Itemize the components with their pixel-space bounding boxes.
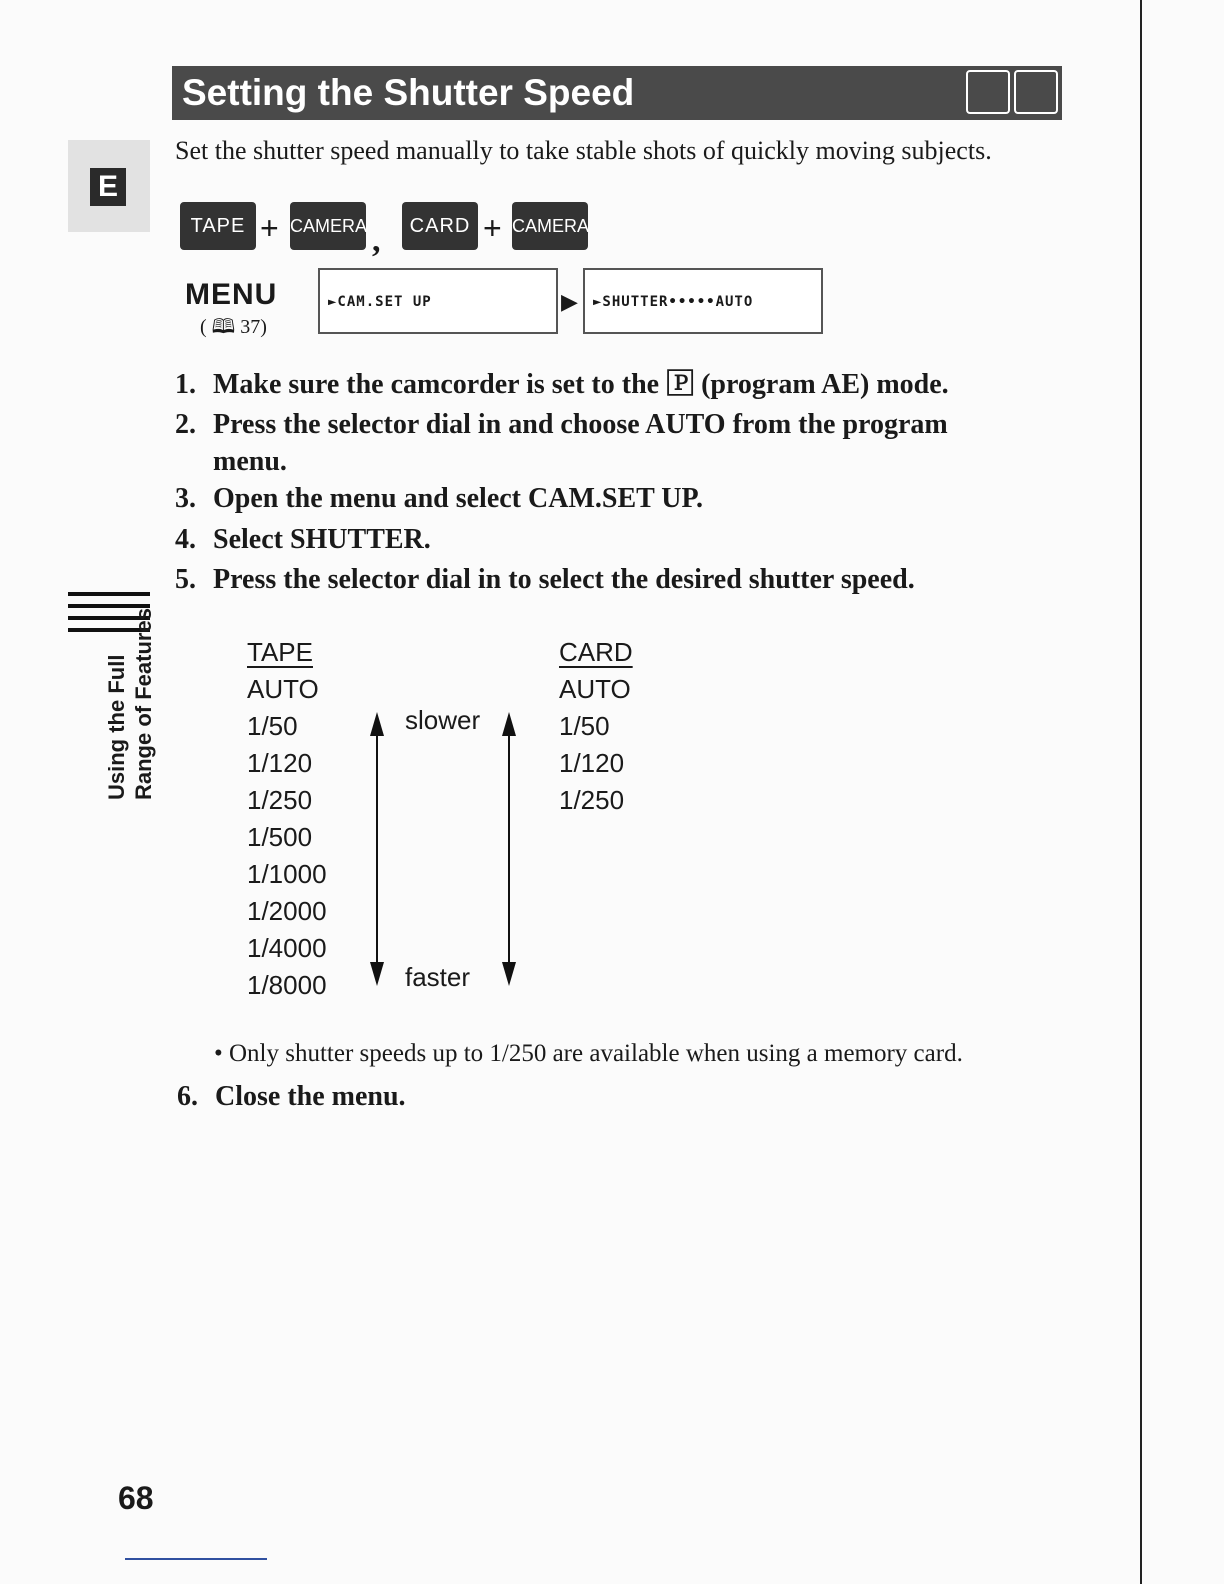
card-mode-key: CARD [402,202,478,250]
tape-column-header: TAPE [247,637,313,667]
plus-sign: + [260,210,279,246]
step-4: 4. Select SHUTTER. [175,524,431,555]
remote-control-icon [1014,70,1058,114]
card-column-header: CARD [559,637,633,667]
card-speed-column [559,634,633,819]
title-icons [966,70,1058,114]
menu-screen-camsetup: ►CAM.SET UP [318,268,558,334]
tape-speed-item: 1/2000 [247,896,327,926]
step-5: 5. Press the selector dial in to select the desired shutter speed. [175,564,915,595]
page-edge-rule [1140,0,1142,1584]
tape-speed-column [247,634,327,1004]
memory-card-note: • Only shutter speeds up to 1/250 are available when using a memory card. [214,1040,963,1067]
arrow-down-icon [502,962,516,986]
card-speed-item: 1/50 [559,711,610,741]
tape-mode-key: TAPE [180,202,256,250]
page-reference: ( 🕮 37) [200,316,267,338]
step-6: 6. Close the menu. [177,1081,406,1112]
language-tab: E [90,168,126,206]
arrow-shaft [376,730,378,966]
card-speed-item: AUTO [559,674,631,704]
camera-mode-key: CAMERA [512,202,588,250]
section-label [103,608,157,800]
page-title-text: Setting the Shutter Speed [182,72,635,113]
tape-speed-item: 1/500 [247,822,313,852]
card-speed-item: 1/120 [559,748,625,778]
step-2-continued: menu. [213,446,287,477]
camcorder-icon [966,70,1010,114]
menu-next-arrow-icon: ▶ [561,289,578,314]
tape-speed-item: 1/120 [247,748,313,778]
tape-speed-item: 1/8000 [247,970,327,1000]
step-1: 1. Make sure the camcorder is set to the 🄿 (program AE) mode. [175,369,949,400]
plus-sign: + [483,210,502,246]
tape-speed-item: 1/250 [247,785,313,815]
section-label-line1: Using the Full [104,654,129,800]
card-speed-item: 1/250 [559,785,625,815]
slower-label: slower [405,705,481,735]
section-rule [68,592,150,596]
faster-label: faster [405,962,471,992]
arrow-shaft [508,730,510,966]
tape-speed-item: 1/4000 [247,933,327,963]
menu-label: MENU [185,278,278,311]
section-label-line2: Range of Features [131,608,156,800]
step-2: 2. Press the selector dial in and choose AUTO from the program [175,409,948,440]
tape-speed-item: 1/1000 [247,859,327,889]
menu-screen-shutter: ►SHUTTER•••••AUTO [583,268,823,334]
tape-speed-item: AUTO [247,674,319,704]
page-number: 68 [118,1480,154,1516]
arrow-down-icon [370,962,384,986]
page-title [172,66,1062,120]
comma-separator: , [372,222,381,259]
footer-rule [125,1558,267,1560]
tape-speed-item: 1/50 [247,711,298,741]
step-3: 3. Open the menu and select CAM.SET UP. [175,483,704,514]
intro-text: Set the shutter speed manually to take stable shots of quickly moving subjects. [175,136,992,165]
camera-mode-key: CAMERA [290,202,366,250]
